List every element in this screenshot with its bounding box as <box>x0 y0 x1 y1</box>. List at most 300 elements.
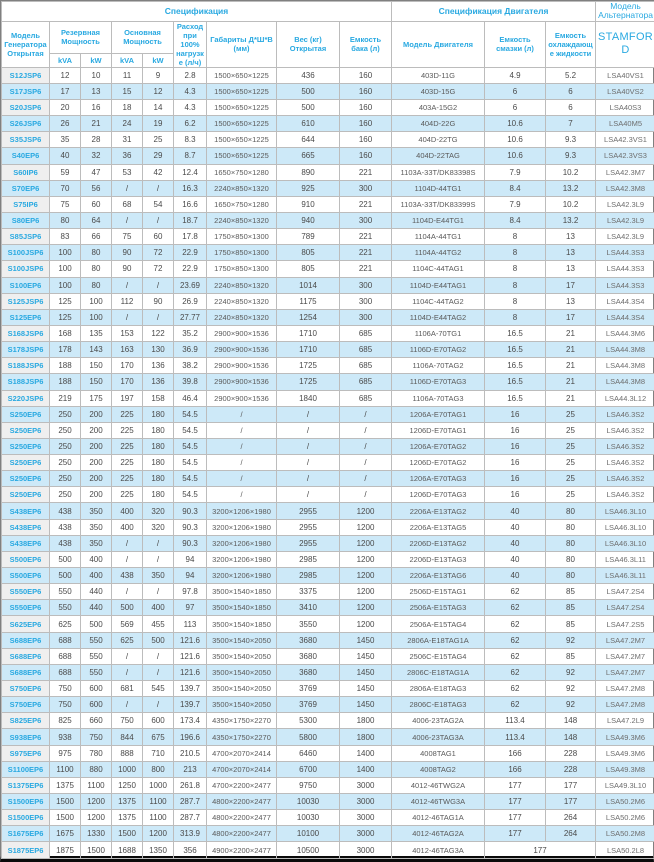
data-cell: 625 <box>112 632 143 648</box>
generator-model-link[interactable]: S20JSP6 <box>2 99 50 115</box>
data-cell: 62 <box>485 632 546 648</box>
col-header-fuel-consumption: Расход при 100% нагрузке (л/ч) <box>174 21 207 67</box>
data-cell: 59 <box>50 164 81 180</box>
data-cell: / <box>277 438 340 454</box>
data-cell: 8.7 <box>174 148 207 164</box>
data-cell: 85 <box>546 600 596 616</box>
data-cell: 13 <box>546 229 596 245</box>
table-row <box>2 568 654 584</box>
col-header-prime-kw: kW <box>143 53 174 67</box>
data-cell: LSA47.2M7 <box>596 632 654 648</box>
data-cell: 8 <box>485 229 546 245</box>
data-cell: 160 <box>340 67 392 83</box>
data-cell: 136 <box>143 358 174 374</box>
data-cell: / <box>143 584 174 600</box>
data-cell: 660 <box>81 713 112 729</box>
generator-model-link[interactable]: S168JSP6 <box>2 325 50 341</box>
data-cell: 83 <box>50 229 81 245</box>
data-cell: LSA46.3S2 <box>596 422 654 438</box>
data-cell: 225 <box>112 438 143 454</box>
data-cell: 805 <box>277 245 340 261</box>
data-cell: LSA46.3L10 <box>596 535 654 551</box>
data-cell: 1750×850×1300 <box>207 245 277 261</box>
data-cell: 17 <box>546 309 596 325</box>
data-cell: 125 <box>50 309 81 325</box>
data-cell: 130 <box>143 342 174 358</box>
data-cell: 5300 <box>277 713 340 729</box>
data-cell: 1000 <box>143 777 174 793</box>
data-cell: 35 <box>50 132 81 148</box>
data-cell: 16.3 <box>174 180 207 196</box>
data-cell: 2206D-E13TAG3 <box>392 551 485 567</box>
generator-model-link[interactable]: S26JSP6 <box>2 116 50 132</box>
data-cell: 180 <box>143 455 174 471</box>
data-cell: 438 <box>112 568 143 584</box>
data-cell: 139.7 <box>174 681 207 697</box>
data-cell: LSA44.3M8 <box>596 358 654 374</box>
data-cell: 1200 <box>340 519 392 535</box>
data-cell: 3200×1206×1980 <box>207 568 277 584</box>
data-cell: 685 <box>340 374 392 390</box>
data-cell: 221 <box>340 196 392 212</box>
data-cell: 25 <box>546 487 596 503</box>
data-cell: 4008TAG1 <box>392 745 485 761</box>
data-cell: / <box>277 471 340 487</box>
data-cell: 27.77 <box>174 309 207 325</box>
data-cell: 180 <box>143 487 174 503</box>
table-row <box>2 535 654 551</box>
data-cell: 6460 <box>277 745 340 761</box>
main-header-row <box>2 21 654 53</box>
data-cell: 2806A-E18TAG3 <box>392 681 485 697</box>
generator-model-link[interactable]: S125EP6 <box>2 309 50 325</box>
data-cell: 3200×1206×1980 <box>207 503 277 519</box>
data-cell: 94 <box>174 551 207 567</box>
data-cell: 3410 <box>277 600 340 616</box>
data-cell: 80 <box>546 568 596 584</box>
data-cell: 1106A-70TAG2 <box>392 358 485 374</box>
data-cell: 85 <box>546 616 596 632</box>
table-body <box>2 67 654 858</box>
col-header-dimensions: Габариты Д*Ш*В (мм) <box>207 21 277 67</box>
data-cell: 404D-22G <box>392 116 485 132</box>
data-cell: 1688 <box>112 842 143 859</box>
generator-model-link[interactable]: S12JSP6 <box>2 67 50 83</box>
data-cell: 177 <box>485 777 546 793</box>
data-cell: 40 <box>485 519 546 535</box>
generator-model-link[interactable]: S438EP6 <box>2 535 50 551</box>
data-cell: 136 <box>143 374 174 390</box>
data-cell: 166 <box>485 761 546 777</box>
data-cell: 4006-23TAG3A <box>392 729 485 745</box>
data-cell: 261.8 <box>174 777 207 793</box>
alternator-model-group-header: Модель Альтернатора <box>596 2 654 22</box>
data-cell: 10.6 <box>485 116 546 132</box>
data-cell: 550 <box>50 584 81 600</box>
data-cell: 21 <box>546 342 596 358</box>
data-cell: 2506C-E15TAG4 <box>392 648 485 664</box>
data-cell: 7.9 <box>485 164 546 180</box>
data-cell: 200 <box>81 406 112 422</box>
data-cell: / <box>143 180 174 196</box>
data-cell: 4012-46TAG3A <box>392 842 485 859</box>
generator-model-link[interactable]: S178JSP6 <box>2 342 50 358</box>
generator-model-link[interactable]: S250EP6 <box>2 422 50 438</box>
data-cell: 1000 <box>112 761 143 777</box>
data-cell: 975 <box>50 745 81 761</box>
generator-model-link[interactable]: S1100EP6 <box>2 761 50 777</box>
data-cell: 600 <box>81 697 112 713</box>
generator-model-link[interactable]: S500EP6 <box>2 568 50 584</box>
data-cell: 80 <box>81 277 112 293</box>
data-cell: 403A-15G2 <box>392 99 485 115</box>
generator-model-link[interactable]: S125JSP6 <box>2 293 50 309</box>
data-cell: 400 <box>112 519 143 535</box>
data-cell: 1104A-44TG2 <box>392 245 485 261</box>
table-row <box>2 681 654 697</box>
data-cell: 1450 <box>340 681 392 697</box>
generator-model-link[interactable]: S625EP6 <box>2 616 50 632</box>
data-cell: 1106D-E70TAG3 <box>392 374 485 390</box>
generator-model-link[interactable]: S220JSP6 <box>2 390 50 406</box>
data-cell: 350 <box>81 519 112 535</box>
data-cell: 1200 <box>340 503 392 519</box>
generator-model-link[interactable]: S85JSP6 <box>2 229 50 245</box>
table-row <box>2 325 654 341</box>
data-cell: 3769 <box>277 697 340 713</box>
data-cell: / <box>207 487 277 503</box>
data-cell: 40 <box>485 535 546 551</box>
data-cell: 1104C-44TAG2 <box>392 293 485 309</box>
data-cell: 1350 <box>143 842 174 859</box>
table-row <box>2 212 654 228</box>
data-cell: LSA46.3S2 <box>596 455 654 471</box>
generator-model-link[interactable]: S250EP6 <box>2 471 50 487</box>
data-cell: 800 <box>143 761 174 777</box>
data-cell: 210.5 <box>174 745 207 761</box>
table-row <box>2 99 654 115</box>
data-cell: 3200×1206×1980 <box>207 551 277 567</box>
data-cell: 72 <box>143 261 174 277</box>
data-cell: 92 <box>546 632 596 648</box>
data-cell: 3500×1540×2050 <box>207 681 277 697</box>
data-cell: 100 <box>50 261 81 277</box>
generator-model-link[interactable]: S40EP6 <box>2 148 50 164</box>
data-cell: LSA50.2M6 <box>596 810 654 826</box>
data-cell: 225 <box>112 471 143 487</box>
group-header-row <box>2 2 654 22</box>
data-cell: 3680 <box>277 648 340 664</box>
data-cell: 21 <box>546 325 596 341</box>
data-cell: 404D-22TG <box>392 132 485 148</box>
table-row <box>2 745 654 761</box>
data-cell: 163 <box>112 342 143 358</box>
col-header-tank-capacity: Емкость бака (л) <box>340 21 392 67</box>
data-cell: 180 <box>143 471 174 487</box>
data-cell: 200 <box>81 455 112 471</box>
data-cell: 4350×1750×2270 <box>207 729 277 745</box>
data-cell: / <box>143 212 174 228</box>
data-cell: 80 <box>546 551 596 567</box>
data-cell: 2240×850×1320 <box>207 212 277 228</box>
generator-model-link[interactable]: S70EP6 <box>2 180 50 196</box>
data-cell: 300 <box>340 309 392 325</box>
data-cell: 6.2 <box>174 116 207 132</box>
generator-model-link[interactable]: S250EP6 <box>2 487 50 503</box>
data-cell: 54.5 <box>174 455 207 471</box>
data-cell: 300 <box>340 277 392 293</box>
data-cell: 31 <box>112 132 143 148</box>
table-row <box>2 616 654 632</box>
generator-model-link[interactable]: S688EP6 <box>2 664 50 680</box>
data-cell: / <box>143 277 174 293</box>
generator-model-link[interactable]: S100EP6 <box>2 277 50 293</box>
data-cell: 10100 <box>277 826 340 842</box>
data-cell: 805 <box>277 261 340 277</box>
data-cell: 1500×650×1225 <box>207 116 277 132</box>
data-cell: 2900×900×1536 <box>207 358 277 374</box>
data-cell: 1650×750×1280 <box>207 196 277 212</box>
data-cell: / <box>112 697 143 713</box>
generator-model-link[interactable]: S500EP6 <box>2 551 50 567</box>
generator-model-link[interactable]: S938EP6 <box>2 729 50 745</box>
data-cell: 10500 <box>277 842 340 859</box>
data-cell: 1100 <box>50 761 81 777</box>
data-cell: 16.5 <box>485 342 546 358</box>
col-header-prime-kva: kVA <box>112 53 143 67</box>
data-cell: 4900×2200×2477 <box>207 842 277 859</box>
data-cell: 1104A-44TG1 <box>392 229 485 245</box>
generator-model-link[interactable]: S1875EP6 <box>2 842 50 859</box>
data-cell: 6 <box>485 83 546 99</box>
generator-model-link[interactable]: S1375EP6 <box>2 777 50 793</box>
col-header-generator-model: Модель Генератора Открытая <box>2 21 50 67</box>
data-cell: LSA46.3S2 <box>596 471 654 487</box>
data-cell: LSA46.3L11 <box>596 568 654 584</box>
data-cell: 225 <box>112 455 143 471</box>
data-cell: 300 <box>340 212 392 228</box>
table-row <box>2 810 654 826</box>
generator-model-link[interactable]: S250EP6 <box>2 438 50 454</box>
data-cell: 26 <box>50 116 81 132</box>
data-cell: 1200 <box>340 551 392 567</box>
data-cell: / <box>340 487 392 503</box>
generator-model-link[interactable]: S17JSP6 <box>2 83 50 99</box>
data-cell: 23.69 <box>174 277 207 293</box>
data-cell: 2900×900×1536 <box>207 325 277 341</box>
data-cell: 160 <box>340 83 392 99</box>
table-row <box>2 261 654 277</box>
data-cell: 10.2 <box>546 164 596 180</box>
data-cell: 62 <box>485 664 546 680</box>
data-cell: 4800×2200×2477 <box>207 810 277 826</box>
data-cell: 403D-15G <box>392 83 485 99</box>
data-cell: 1104D-E44TAG2 <box>392 309 485 325</box>
data-cell: 22.9 <box>174 245 207 261</box>
table-row <box>2 245 654 261</box>
data-cell: 40 <box>50 148 81 164</box>
data-cell: 780 <box>81 745 112 761</box>
data-cell: 9.3 <box>546 148 596 164</box>
data-cell: 710 <box>143 745 174 761</box>
data-cell: 225 <box>112 487 143 503</box>
data-cell: 177 <box>485 794 546 810</box>
table-row <box>2 503 654 519</box>
table-row <box>2 164 654 180</box>
data-cell: 54.5 <box>174 406 207 422</box>
data-cell: 25 <box>143 132 174 148</box>
generator-model-link[interactable]: S35JSP6 <box>2 132 50 148</box>
data-cell: 2985 <box>277 551 340 567</box>
generator-model-link[interactable]: S75IP6 <box>2 196 50 212</box>
data-cell: 80 <box>546 519 596 535</box>
generator-model-link[interactable]: S60IP6 <box>2 164 50 180</box>
data-cell: 500 <box>81 616 112 632</box>
data-cell: 8 <box>485 277 546 293</box>
data-cell: 9750 <box>277 777 340 793</box>
data-cell: 29 <box>143 148 174 164</box>
data-cell: 880 <box>81 761 112 777</box>
data-cell: 5800 <box>277 729 340 745</box>
data-cell: / <box>340 438 392 454</box>
generator-model-link[interactable]: S100JSP6 <box>2 261 50 277</box>
data-cell: 438 <box>50 503 81 519</box>
data-cell: 12.4 <box>174 164 207 180</box>
table-row <box>2 132 654 148</box>
data-cell: 21 <box>546 358 596 374</box>
data-cell: 2806C-E18TAG3 <box>392 697 485 713</box>
data-cell: LSA44.3M6 <box>596 325 654 341</box>
data-cell: / <box>143 535 174 551</box>
data-cell: 16.6 <box>174 196 207 212</box>
data-cell: 221 <box>340 229 392 245</box>
data-cell: LSA46.3S2 <box>596 487 654 503</box>
data-cell: 2506A-E15TAG4 <box>392 616 485 632</box>
data-cell: / <box>207 455 277 471</box>
data-cell: 35.2 <box>174 325 207 341</box>
data-cell: 3680 <box>277 664 340 680</box>
generator-model-link[interactable]: S188JSP6 <box>2 374 50 390</box>
data-cell: 320 <box>143 503 174 519</box>
generator-model-link[interactable]: S250EP6 <box>2 455 50 471</box>
generator-model-link[interactable]: S250EP6 <box>2 406 50 422</box>
generator-model-link[interactable]: S750EP6 <box>2 681 50 697</box>
data-cell: 97 <box>174 600 207 616</box>
data-cell: 62 <box>485 584 546 600</box>
data-cell: 21 <box>81 116 112 132</box>
data-cell: 685 <box>340 358 392 374</box>
data-cell: 1375 <box>50 777 81 793</box>
data-cell: 940 <box>277 212 340 228</box>
data-cell: 1106A-70TAG3 <box>392 390 485 406</box>
data-cell: LSA47.2L9 <box>596 713 654 729</box>
data-cell: 264 <box>546 810 596 826</box>
generator-model-link[interactable]: S1500EP6 <box>2 810 50 826</box>
generator-model-link[interactable]: S188JSP6 <box>2 358 50 374</box>
data-cell: 18 <box>112 99 143 115</box>
data-cell: 228 <box>546 761 596 777</box>
data-cell: 2955 <box>277 519 340 535</box>
data-cell: 62 <box>485 600 546 616</box>
data-cell: 62 <box>485 616 546 632</box>
data-cell: 2506D-E15TAG1 <box>392 584 485 600</box>
data-cell: 350 <box>81 535 112 551</box>
data-cell: 9.3 <box>546 132 596 148</box>
generator-model-link[interactable]: S975EP6 <box>2 745 50 761</box>
col-header-standby-kw: kW <box>81 53 112 67</box>
data-cell: 1450 <box>340 632 392 648</box>
data-cell: 665 <box>277 148 340 164</box>
table-row <box>2 713 654 729</box>
data-cell: 139.7 <box>174 697 207 713</box>
data-cell: 644 <box>277 132 340 148</box>
generator-model-link[interactable]: S438EP6 <box>2 519 50 535</box>
generator-model-link[interactable]: S80EP6 <box>2 212 50 228</box>
generator-model-link[interactable]: S100JSP6 <box>2 245 50 261</box>
generator-model-link[interactable]: S825EP6 <box>2 713 50 729</box>
data-cell: 46.4 <box>174 390 207 406</box>
data-cell: / <box>340 422 392 438</box>
data-cell: 685 <box>340 325 392 341</box>
generator-model-link[interactable]: S1675EP6 <box>2 826 50 842</box>
data-cell: 1104D-E44TG1 <box>392 212 485 228</box>
data-cell: 80 <box>50 212 81 228</box>
data-cell: 25 <box>546 455 596 471</box>
data-cell: / <box>112 664 143 680</box>
data-cell: 1206A-E70TAG3 <box>392 471 485 487</box>
data-cell: 4700×2070×2414 <box>207 745 277 761</box>
generator-model-link[interactable]: S550EP6 <box>2 584 50 600</box>
data-cell: LSA44.3S3 <box>596 261 654 277</box>
data-cell: 168 <box>50 325 81 341</box>
data-cell: 688 <box>50 632 81 648</box>
data-cell: 14 <box>143 99 174 115</box>
data-cell: 8 <box>485 261 546 277</box>
data-cell: 6700 <box>277 761 340 777</box>
data-cell: 2206A-E13TAG5 <box>392 519 485 535</box>
table-row <box>2 358 654 374</box>
data-cell: 80 <box>81 261 112 277</box>
data-cell: LSA47.2S5 <box>596 616 654 632</box>
generator-model-link[interactable]: S688EP6 <box>2 632 50 648</box>
data-cell: 550 <box>50 600 81 616</box>
table-row <box>2 438 654 454</box>
generator-model-link[interactable]: S1500EP6 <box>2 794 50 810</box>
data-cell: 688 <box>50 648 81 664</box>
generator-model-link[interactable]: S750EP6 <box>2 697 50 713</box>
data-cell: 92 <box>546 697 596 713</box>
data-cell: LSA40VS1 <box>596 67 654 83</box>
data-cell: 1103A-33T/DK83398S <box>392 164 485 180</box>
data-cell: 403D-11G <box>392 67 485 83</box>
data-cell: 600 <box>81 681 112 697</box>
generator-model-link[interactable]: S688EP6 <box>2 648 50 664</box>
data-cell: 356 <box>174 842 207 859</box>
data-cell: 175 <box>81 390 112 406</box>
data-cell: 17 <box>546 277 596 293</box>
generator-model-link[interactable]: S550EP6 <box>2 600 50 616</box>
generator-model-link[interactable]: S438EP6 <box>2 503 50 519</box>
data-cell: 177 <box>485 826 546 842</box>
col-header-standby-kva: kVA <box>50 53 81 67</box>
data-cell: 2240×850×1320 <box>207 180 277 196</box>
data-cell: 1725 <box>277 374 340 390</box>
data-cell: 36.9 <box>174 342 207 358</box>
data-cell: 1500×650×1225 <box>207 132 277 148</box>
col-header-coolant-capacity: Емкость охлаждающе жидкости <box>546 21 596 67</box>
data-cell: 121.6 <box>174 632 207 648</box>
data-cell: 440 <box>81 584 112 600</box>
